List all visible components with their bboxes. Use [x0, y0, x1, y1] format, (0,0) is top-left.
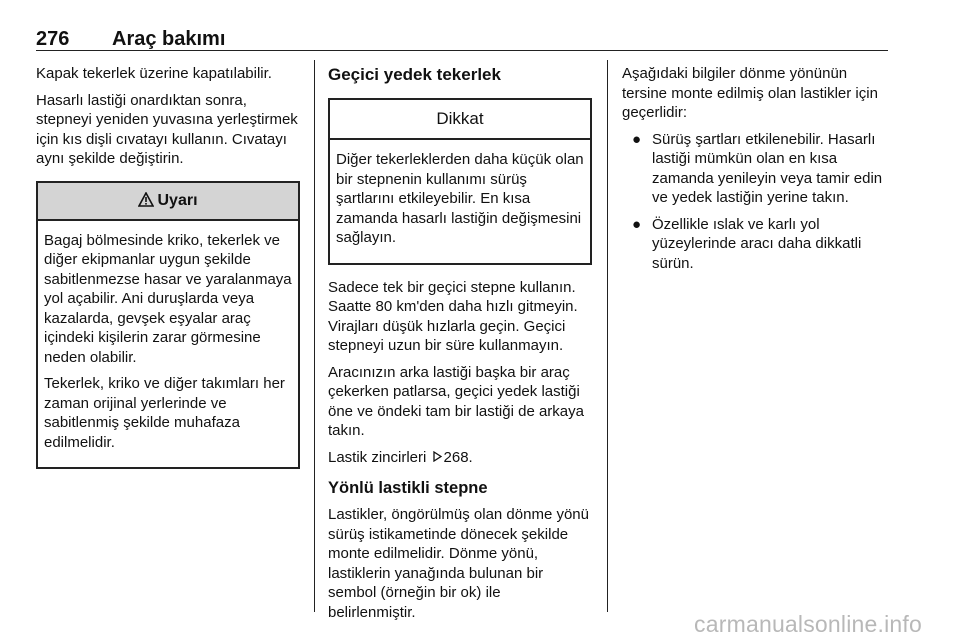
list-item-text: Sürüş şartları etkilenebilir. Hasarlı lastiği mümkün olan en kısa zamanda yenileyin veya tamir edin ve yedek lastiğin yerine takın. — [652, 130, 883, 206]
paragraph: Kapak tekerlek üzerine kapatılabilir. — [36, 65, 272, 82]
watermark: carmanualsonline.info — [694, 611, 922, 637]
paragraph: Lastikler, öngörülmüş olan dönme yönü sürüş istikametinde dönecek şekilde monte edilmelidir. Dönme yönü, lastiklerin yanağında bulunan bir sembol (örneğin bir ok) ile belirlenmiştir. — [328, 506, 589, 621]
cross-reference — [328, 448, 592, 468]
section-title: Geçici yedek tekerlek — [328, 65, 501, 84]
bullet-icon: ● — [632, 215, 642, 233]
paragraph: Aracınızın arka lastiği başka bir araç çekerken patlarsa, geçici yedek lastiği öne ve öndeki tam bir lastiği de arkaya takın. — [328, 363, 584, 439]
column-left — [36, 64, 300, 469]
warning-box-body — [38, 221, 298, 468]
paragraph: Sadece tek bir geçici stepne kullanın. Saatte 80 km'den daha hızlı gitmeyin. Virajları düşük hızlarla geçin. Geçici stepneyi uzun bir süre kullanmayın. — [328, 278, 578, 354]
column-divider — [314, 60, 315, 612]
bullet-list — [622, 130, 886, 274]
paragraph: Tekerlek, kriko ve diğer takımları her zaman orijinal yerlerinde ve sabitlenmiş şekilde muhafaza edilmelidir. — [44, 375, 285, 451]
paragraph: Bagaj bölmesinde kriko, tekerlek ve diğer ekipmanlar uygun şekilde sabitlenmezse hasar ve yaralanmaya yol açabilir. Ani duruşlarda veya kazalarda, gevşek eşyalar araç içindeki kişilerin zarar görmesine neden olabilir. — [44, 231, 292, 366]
page-reference-arrow-icon — [433, 448, 442, 468]
page-number: 276 — [36, 28, 70, 50]
paragraph: Hasarlı lastiği onardıktan sonra, stepneyi yeniden yuvasına yerleştirmek için kıs dişli cıvatayı kullanın. Cıvatayı aynı şekilde değiştirin. — [36, 91, 298, 167]
warning-box-header — [38, 183, 298, 221]
list-item-text: Özellikle ıslak ve karlı yol yüzeylerinde aracı daha dikkatli sürün. — [652, 215, 862, 272]
column-divider — [607, 60, 608, 612]
warning-box — [36, 181, 300, 470]
header-rule — [36, 50, 888, 51]
paragraph: Aşağıdaki bilgiler dönme yönünün tersine monte edilmiş olan lastikler için geçerlidir: — [622, 65, 878, 121]
list-item — [622, 130, 886, 208]
paragraph: Diğer tekerleklerden daha küçük olan bir stepnenin kullanımı sürüş şartlarını etkileyebilir. En kısa zamanda hasarlı lastiğin değişmesini sağlayın. — [336, 151, 584, 246]
page-header — [36, 28, 888, 52]
warning-title: Uyarı — [157, 191, 198, 209]
reference-page: 268. — [443, 448, 473, 466]
bullet-icon: ● — [632, 130, 642, 148]
list-item — [622, 215, 886, 274]
notice-box-header: Dikkat — [330, 100, 590, 140]
chapter-title: Araç bakımı — [112, 28, 226, 50]
notice-box-body — [330, 140, 590, 263]
column-middle — [328, 64, 592, 629]
reference-text: Lastik zincirleri — [328, 448, 427, 466]
notice-box — [328, 98, 592, 265]
subsection-title: Yönlü lastikli stepne — [328, 479, 488, 497]
column-right — [622, 64, 886, 280]
warning-triangle-icon — [138, 185, 154, 221]
